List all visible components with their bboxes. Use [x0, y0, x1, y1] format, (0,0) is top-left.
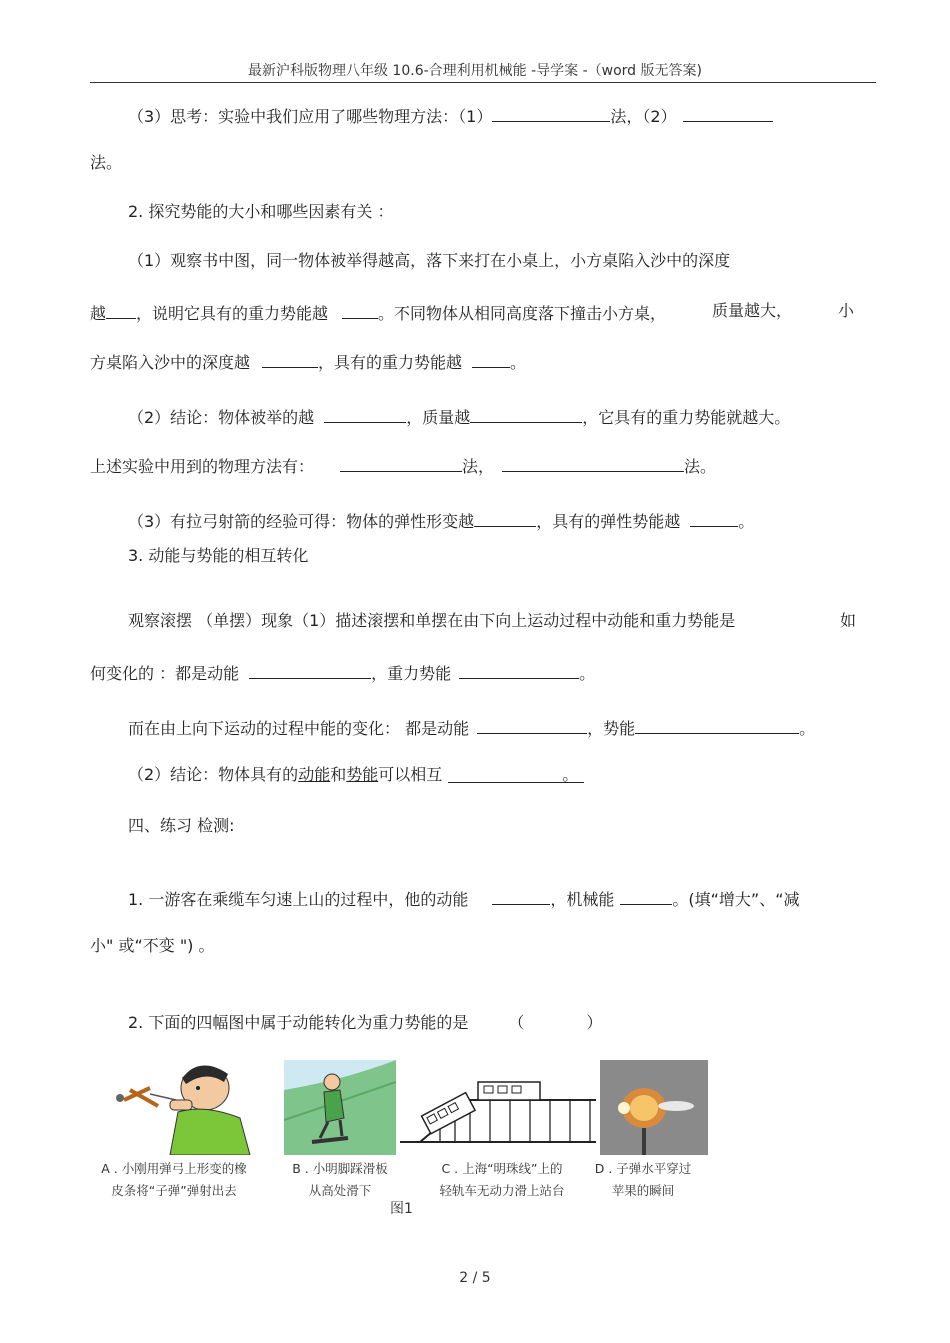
text: 。 — [799, 719, 816, 738]
figure-1 — [100, 1060, 740, 1220]
text: 法。 — [684, 457, 717, 476]
bullet-apple-image — [600, 1060, 708, 1155]
text: ，机械能 — [550, 890, 615, 909]
blank-field[interactable] — [492, 103, 610, 122]
caption-d — [578, 1158, 708, 1202]
text-line — [128, 715, 908, 740]
text: （3）思考：实验中我们应用了哪些物理方法：（1） — [128, 107, 493, 126]
blank-field[interactable] — [620, 886, 672, 905]
caption-a — [94, 1158, 254, 1202]
text: 上述实验中用到的物理方法有： — [90, 457, 315, 476]
blank-field[interactable] — [477, 715, 587, 734]
text: ，质量越 — [406, 408, 471, 427]
text: 小 — [837, 301, 854, 320]
blank-field[interactable] — [342, 300, 378, 319]
figure-label: 图1 — [390, 1201, 413, 1217]
blank-field[interactable] — [448, 764, 584, 783]
slingshot-boy-image — [110, 1060, 270, 1155]
blank-field[interactable] — [106, 300, 136, 319]
blank-field[interactable] — [249, 660, 371, 679]
text-line: （1）观察书中图，同一物体被举得越高，落下来打在小桌上，小方桌陷入沙中的深度 — [128, 251, 731, 270]
text-line — [90, 660, 870, 685]
caption-line: D . 子弹水平穿过 — [594, 1161, 692, 1176]
text: ，具有的重力势能越 — [318, 353, 463, 372]
text: 和 — [330, 765, 347, 784]
text: ，它具有的重力势能就越大。 — [582, 408, 791, 427]
text-line — [90, 300, 854, 325]
text: ） — [586, 1013, 603, 1032]
section-heading: 2. 探究势能的大小和哪些因素有关 ： — [128, 202, 394, 221]
text: 1. 一游客在乘缆车匀速上山的过程中，他的动能 — [128, 890, 469, 909]
blank-field[interactable] — [492, 886, 550, 905]
text: （ — [508, 1013, 525, 1032]
section-heading: 四、练习 检测: — [128, 816, 235, 835]
blank-field[interactable] — [690, 508, 738, 527]
text-line — [128, 764, 908, 786]
text: （2）结论：物体具有的 — [128, 765, 299, 784]
blank-field[interactable] — [474, 508, 536, 527]
text: 。 — [579, 664, 596, 683]
text: ，具有的弹性势能越 — [536, 512, 681, 531]
text: 。 — [562, 765, 579, 784]
caption-line: C . 上海“明珠线”上的 — [441, 1161, 563, 1176]
caption-line: 皮条将“子弹”弹射出去 — [111, 1183, 237, 1198]
text-line — [90, 349, 870, 374]
blank-field[interactable] — [324, 404, 406, 423]
skateboard-slope-image — [284, 1060, 396, 1155]
blank-field[interactable] — [340, 453, 462, 472]
text: 质量越大， — [712, 301, 793, 320]
text: 。 — [510, 353, 527, 372]
text-line — [128, 404, 908, 429]
blank-field[interactable] — [262, 349, 318, 368]
text: 可以相互 — [378, 765, 443, 784]
blank-field[interactable] — [683, 103, 773, 122]
blank-field[interactable] — [502, 453, 684, 472]
text: 如 — [839, 611, 856, 630]
text-line — [128, 508, 908, 533]
underlined-term: 动能 — [298, 765, 331, 784]
caption-line: A . 小刚用弹弓上形变的橡 — [101, 1161, 247, 1176]
caption-b — [260, 1158, 420, 1202]
underlined-term: 势能 — [346, 765, 379, 784]
text-line: 小" 或“不变 ") 。 — [90, 936, 215, 955]
text-line — [128, 610, 856, 632]
light-rail-ramp-image — [400, 1060, 596, 1155]
text: ，说明它具有的重力势能越 — [136, 304, 329, 323]
text: 而在由上向下运动的过程中能的变化： 都是动能 — [128, 719, 470, 738]
text: 越 — [90, 304, 107, 323]
text: ，势能 — [587, 719, 636, 738]
method-question — [128, 103, 908, 128]
text-line — [90, 453, 870, 478]
caption-line: 从高处滑下 — [308, 1183, 372, 1198]
text: 。 — [738, 512, 755, 531]
text: （2）结论：物体被举的越 — [128, 408, 315, 427]
blank-field[interactable] — [472, 349, 510, 368]
blank-field[interactable] — [635, 715, 799, 734]
page-number: 2 / 5 — [459, 1270, 491, 1286]
caption-line: 轻轨车无动力滑上站台 — [439, 1183, 565, 1198]
blank-field[interactable] — [459, 660, 579, 679]
text: 何变化的 ：都是动能 — [90, 664, 240, 683]
page-header: 最新沪科版物理八年级 10.6-合理利用机械能 -导学案 -（word 版无答案) — [247, 63, 702, 79]
caption-line: 苹果的瞬间 — [611, 1183, 675, 1198]
text: ，重力势能 — [371, 664, 452, 683]
header-rule — [90, 82, 876, 83]
blank-field[interactable] — [470, 404, 582, 423]
text: 方桌陷入沙中的深度越 — [90, 353, 251, 372]
text: 观察滚摆 （单摆）现象（1）描述滚摆和单摆在由下向上运动过程中动能和重力势能是 — [128, 611, 736, 630]
text: 。(填“增大”、“减 — [672, 890, 800, 909]
text: 2. 下面的四幅图中属于动能转化为重力势能的是 — [128, 1013, 469, 1032]
caption-line: B . 小明脚踩滑板 — [292, 1161, 388, 1176]
text: 法， — [462, 457, 495, 476]
text: 。不同物体从相同高度落下撞击小方桌， — [378, 304, 667, 323]
text-line: 法。 — [90, 153, 123, 172]
question-1 — [128, 886, 908, 911]
question-2 — [128, 1012, 908, 1034]
text: （3）有拉弓射箭的经验可得：物体的弹性形变越 — [128, 512, 475, 531]
text: 法，（2） — [610, 107, 677, 126]
caption-c — [422, 1158, 582, 1202]
section-heading: 3. 动能与势能的相互转化 — [128, 546, 309, 565]
